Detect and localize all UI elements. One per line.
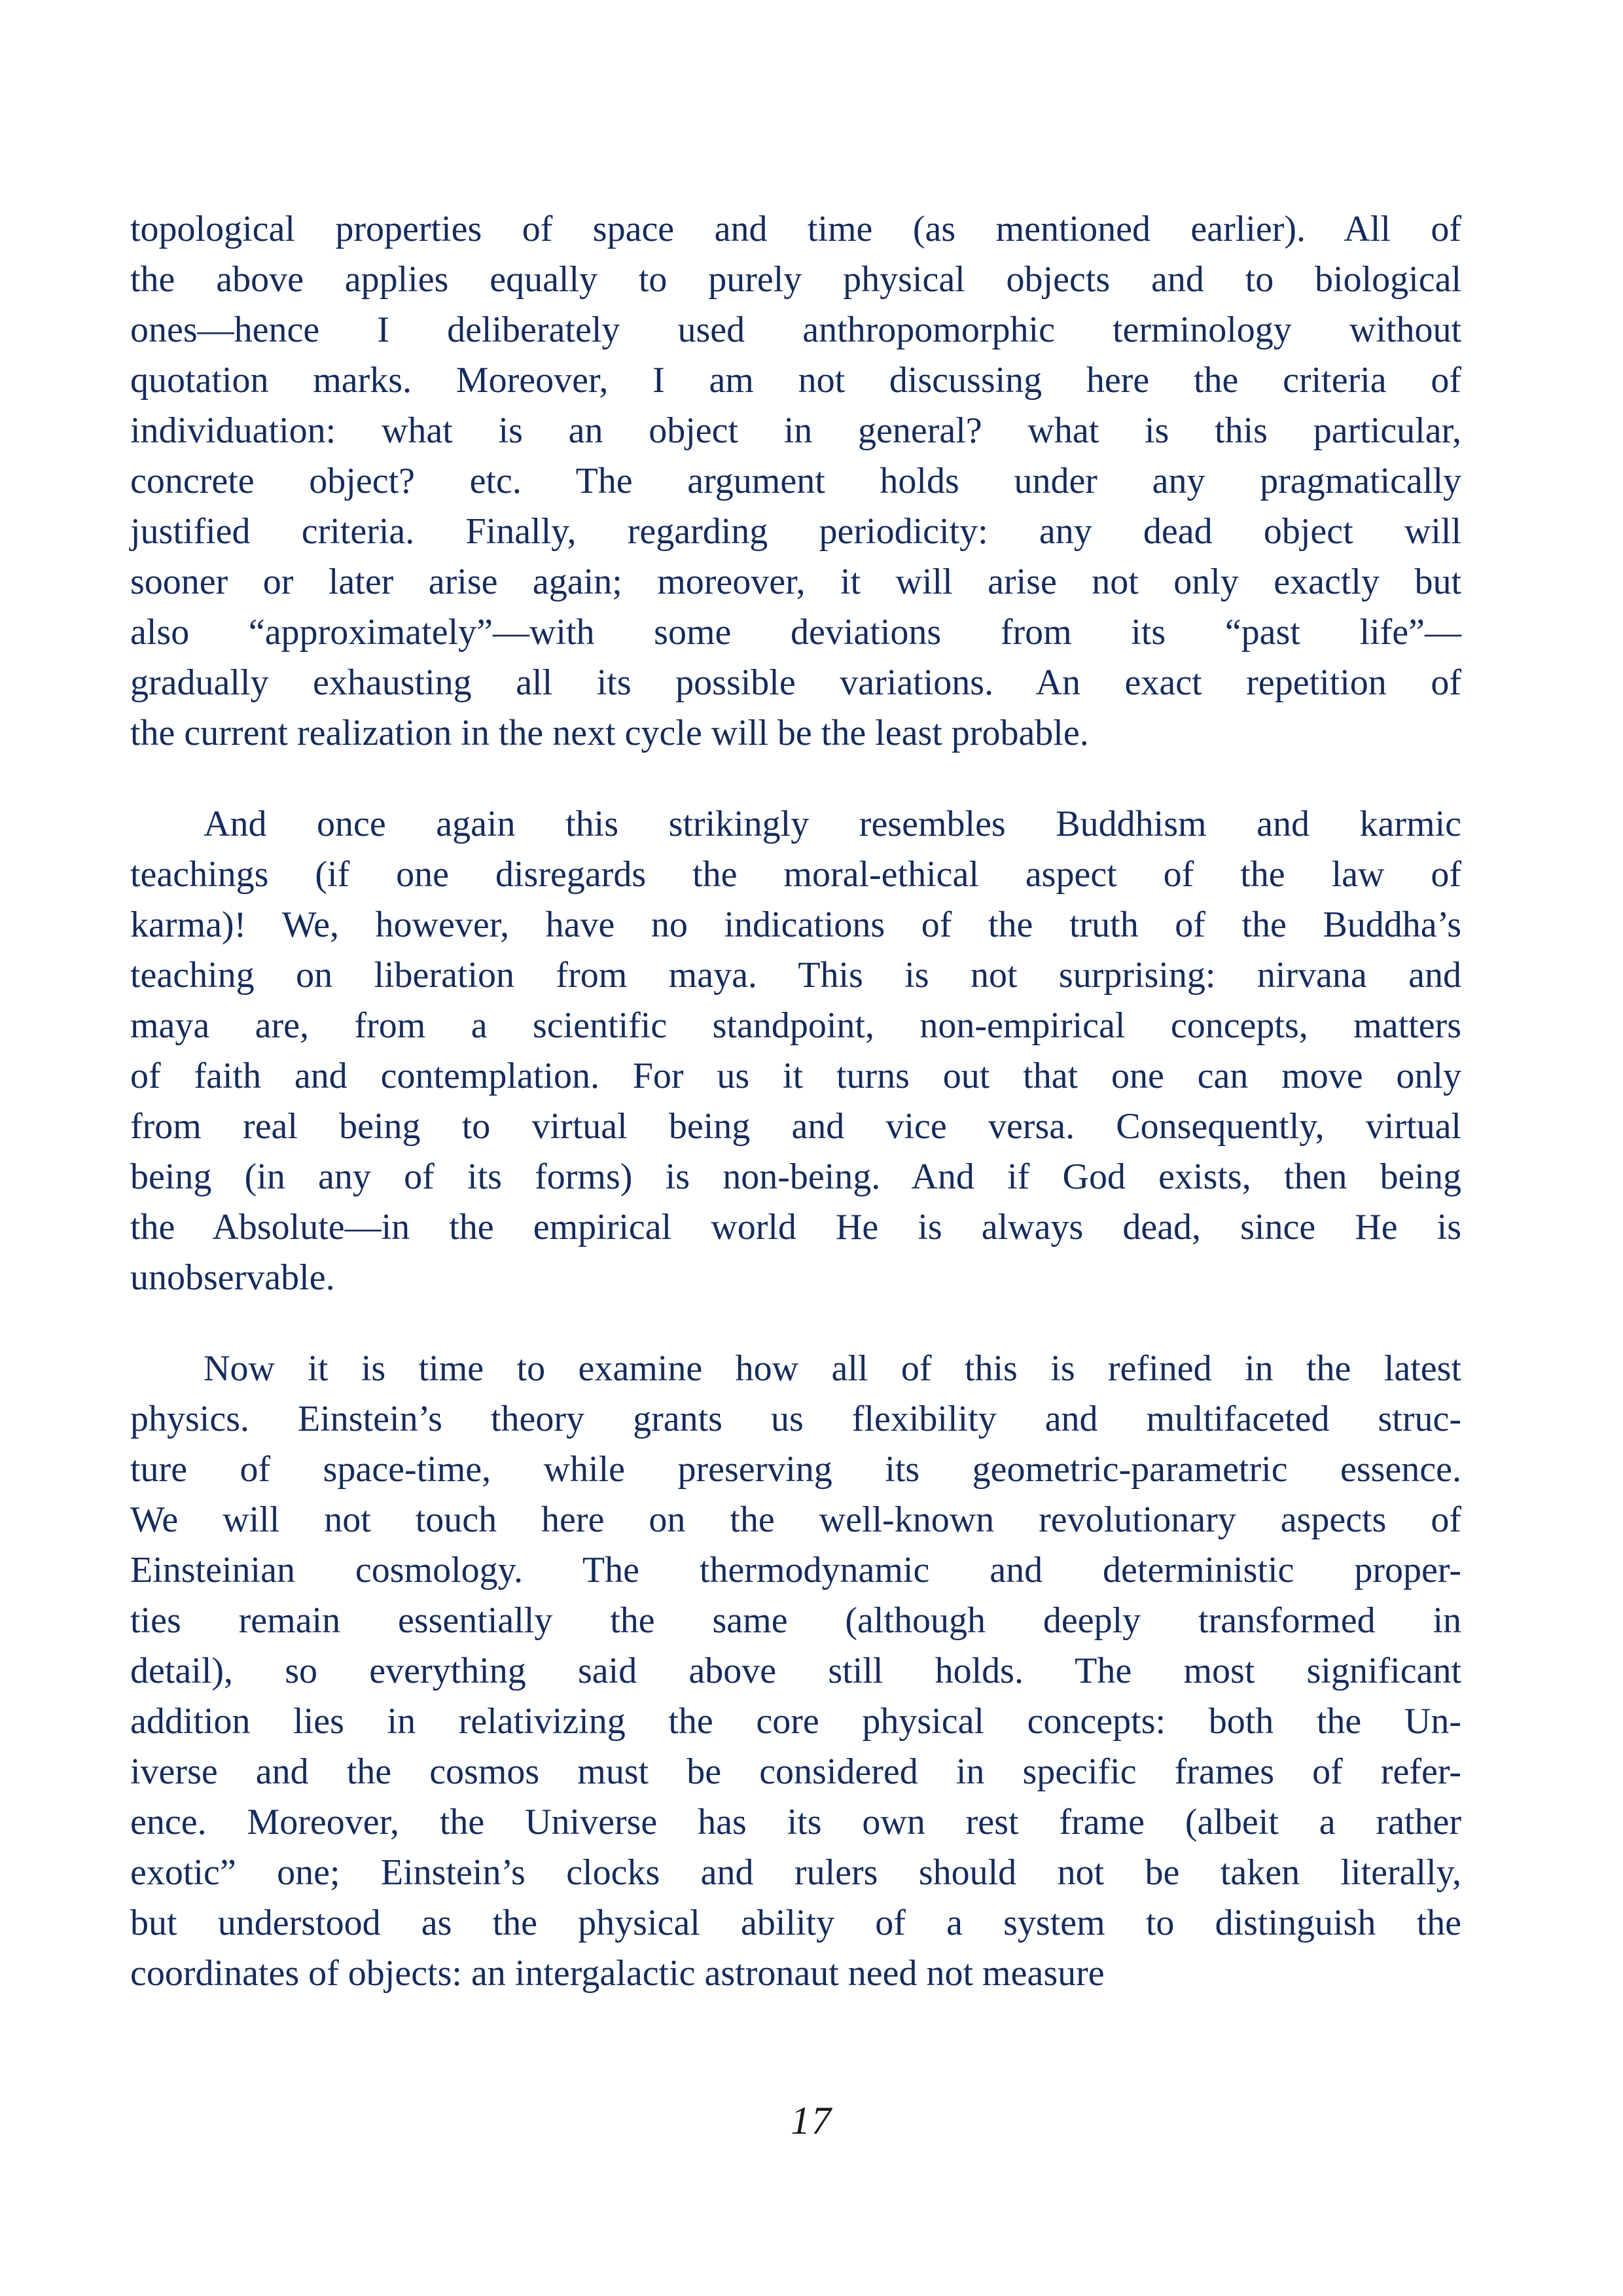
text-line: teachings (if one disregards the moral-ethical aspect of the law of xyxy=(130,854,1461,895)
text-line: Einsteinian cosmology. The thermodynamic and deterministic proper- xyxy=(130,1550,1461,1590)
text-line: individuation: what is an object in general? what is this particular, xyxy=(130,410,1461,451)
text-line: detail), so everything said above still holds. The most significant xyxy=(130,1651,1461,1691)
paragraph xyxy=(130,204,1461,759)
text-line: Now it is time to examine how all of this is refined in the latest xyxy=(204,1348,1461,1389)
text-line: physics. Einstein’s theory grants us flexibility and multifaceted struc- xyxy=(130,1399,1461,1439)
text-line: justified criteria. Finally, regarding periodicity: any dead object will xyxy=(130,511,1461,552)
text-line: the above applies equally to purely physical objects and to biological xyxy=(130,259,1461,300)
text-line: We will not touch here on the well-known revolutionary aspects of xyxy=(130,1499,1461,1540)
text-line: the Absolute—in the empirical world He is always dead, since He is xyxy=(130,1207,1461,1247)
page-footer xyxy=(0,2098,1623,2144)
paragraph xyxy=(130,1344,1461,1999)
text-line: gradually exhausting all its possible variations. An exact repetition of xyxy=(130,662,1461,703)
text-line: ones—hence I deliberately used anthropomorphic terminology without xyxy=(130,310,1461,350)
text-line: maya are, from a scientific standpoint, non-empirical concepts, matters xyxy=(130,1005,1461,1046)
page-text xyxy=(130,204,1461,1999)
text-line: the current realization in the next cycle will be the least probable. xyxy=(130,713,1089,753)
text-line: quotation marks. Moreover, I am not discussing here the criteria of xyxy=(130,360,1461,401)
text-line: karma)! We, however, have no indications of the truth of the Buddha’s xyxy=(130,905,1461,945)
text-line: ture of space-time, while preserving its geometric-parametric essence. xyxy=(130,1449,1461,1490)
text-line: but understood as the physical ability of a system to distinguish the xyxy=(130,1903,1461,1943)
text-line: ence. Moreover, the Universe has its own rest frame (albeit a rather xyxy=(130,1802,1461,1842)
text-line: addition lies in relativizing the core physical concepts: both the Un- xyxy=(130,1701,1461,1742)
page-number: 17 xyxy=(791,2099,832,2142)
text-line: topological properties of space and time (as mentioned earlier). All of xyxy=(130,209,1461,249)
text-line: also “approximately”—with some deviations from its “past life”— xyxy=(130,612,1461,653)
text-line: exotic” one; Einstein’s clocks and rulers should not be taken literally, xyxy=(130,1852,1461,1893)
text-line: from real being to virtual being and vice versa. Consequently, virtual xyxy=(130,1106,1461,1147)
paragraph xyxy=(130,799,1461,1303)
text-line: unobservable. xyxy=(130,1257,335,1298)
text-line: concrete object? etc. The argument holds under any pragmatically xyxy=(130,461,1461,501)
text-line: sooner or later arise again; moreover, it will arise not only exactly but xyxy=(130,562,1461,602)
text-line: teaching on liberation from maya. This is not surprising: nirvana and xyxy=(130,955,1461,996)
text-line: of faith and contemplation. For us it turns out that one can move only xyxy=(130,1056,1461,1096)
text-line: And once again this strikingly resembles Buddhism and karmic xyxy=(204,804,1461,844)
text-line: coordinates of objects: an intergalactic astronaut need not measure xyxy=(130,1953,1105,1994)
text-line: iverse and the cosmos must be considered in specific frames of refer- xyxy=(130,1751,1461,1792)
text-line: ties remain essentially the same (although deeply transformed in xyxy=(130,1600,1461,1641)
text-line: being (in any of its forms) is non-being. And if God exists, then being xyxy=(130,1157,1461,1197)
